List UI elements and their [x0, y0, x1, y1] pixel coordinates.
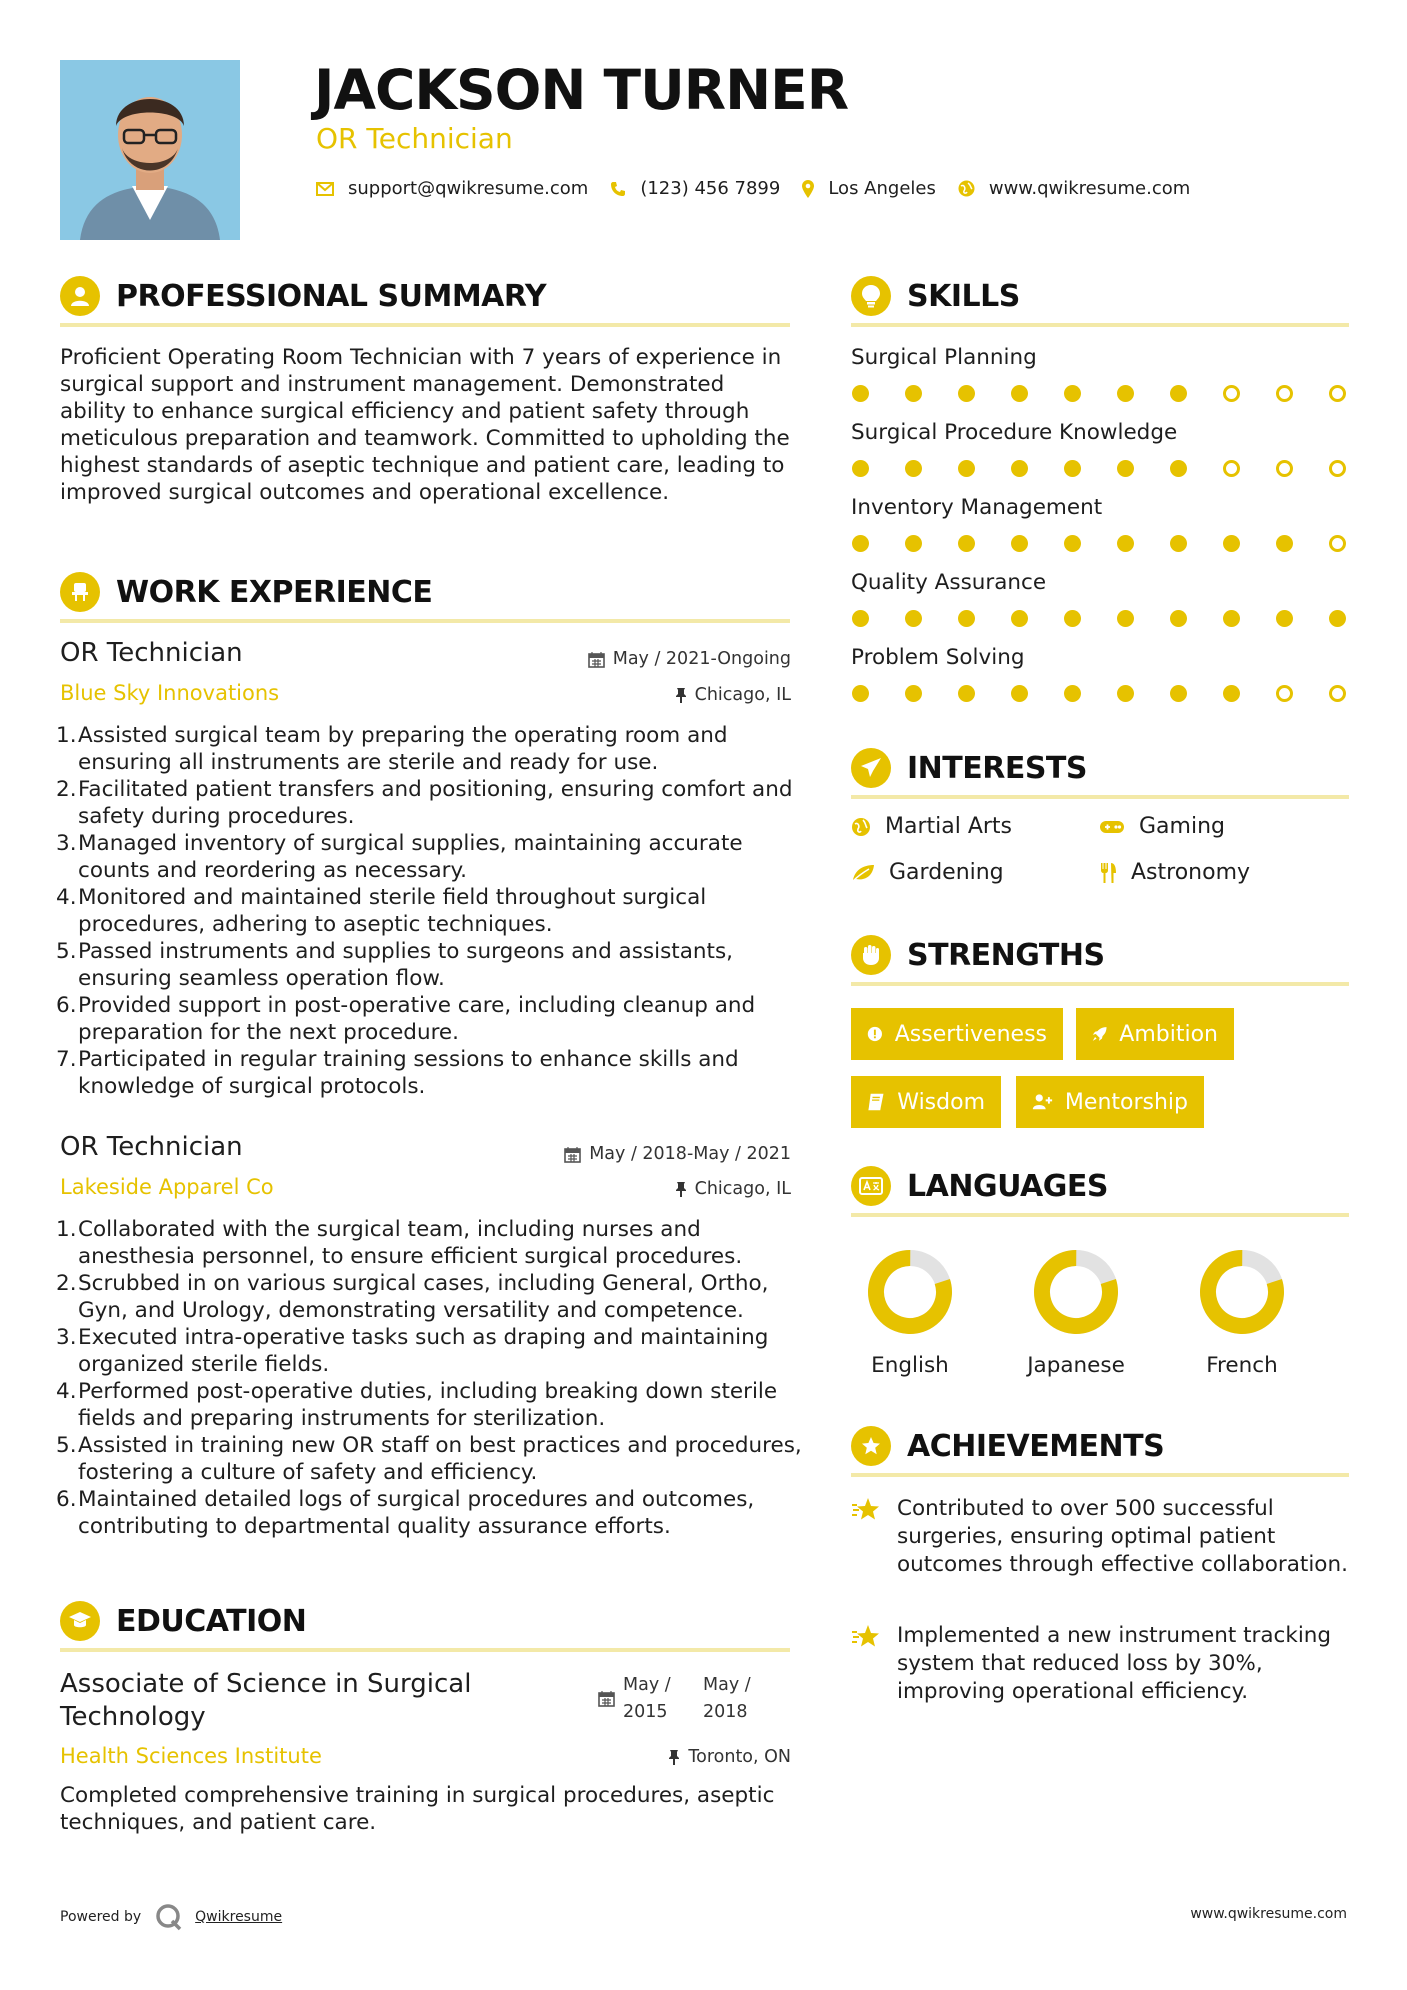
- rating-dot-filled: [1064, 685, 1081, 702]
- rating-dot-empty: [1329, 460, 1346, 477]
- rating-dot-filled: [905, 610, 922, 627]
- language-icon: [851, 1166, 891, 1206]
- section-divider: [851, 982, 1349, 986]
- skill-rating: [852, 535, 1382, 552]
- job-location: [675, 1179, 791, 1199]
- education-title: EDUCATION: [116, 1603, 307, 1639]
- rating-dot-empty: [1329, 535, 1346, 552]
- rating-dot-filled: [958, 685, 975, 702]
- interest-label: Astronomy: [1131, 860, 1251, 885]
- star-badge-icon: [851, 1426, 891, 1466]
- start-year: 2015: [623, 1702, 668, 1722]
- job-dates-text: May / 2018-May / 2021: [589, 1144, 791, 1164]
- leaf-icon: [851, 864, 875, 882]
- rating-dot-filled: [1170, 685, 1187, 702]
- language-name: French: [1206, 1353, 1278, 1378]
- skill-rating: [852, 460, 1382, 477]
- rating-dot-empty: [1329, 385, 1346, 402]
- calendar-icon: [588, 651, 605, 668]
- section-divider: [60, 619, 790, 623]
- strength-tag: [1076, 1008, 1234, 1060]
- location-text: Los Angeles: [828, 178, 936, 199]
- interests-title: INTERESTS: [907, 750, 1087, 786]
- section-divider: [851, 1213, 1349, 1217]
- achievements-section-header: [851, 1426, 1164, 1466]
- rating-dot-filled: [852, 385, 869, 402]
- rating-dot-filled: [958, 610, 975, 627]
- education-section-header: [60, 1601, 306, 1641]
- paper-plane-icon: [851, 748, 891, 788]
- star-icon: [851, 1497, 881, 1523]
- gamepad-icon: [1099, 819, 1125, 835]
- rating-dot-empty: [1276, 685, 1293, 702]
- rating-dot-filled: [1276, 610, 1293, 627]
- section-divider: [60, 323, 790, 327]
- rating-dot-filled: [1170, 385, 1187, 402]
- interest-label: Gaming: [1139, 814, 1225, 839]
- strengths-title: STRENGTHS: [907, 937, 1105, 973]
- job-bullets: [60, 722, 805, 1100]
- pushpin-icon: [675, 687, 687, 703]
- section-divider: [851, 1473, 1349, 1477]
- rating-dot-filled: [1117, 610, 1134, 627]
- contact-location: [802, 178, 936, 199]
- job-title: OR Technician: [60, 1132, 243, 1162]
- interest-label: Gardening: [889, 860, 1004, 885]
- map-pin-icon: [802, 180, 814, 198]
- rating-dot-filled: [1276, 535, 1293, 552]
- strength-tag: [851, 1008, 1063, 1060]
- rating-dot-filled: [1170, 610, 1187, 627]
- summary-title: PROFESSIONAL SUMMARY: [116, 278, 547, 314]
- pushpin-icon: [668, 1749, 680, 1765]
- qwikresume-link[interactable]: Qwikresume: [195, 1909, 283, 1925]
- job-bullets: [60, 1216, 805, 1540]
- skill-rating: [852, 610, 1382, 627]
- skills-section-header: [851, 276, 1020, 316]
- strength-label: Ambition: [1119, 1021, 1218, 1047]
- rating-dot-filled: [1223, 685, 1240, 702]
- envelope-icon: [316, 182, 334, 196]
- book-icon: [867, 1092, 885, 1112]
- globe-icon: [851, 817, 871, 837]
- rating-dot-filled: [958, 385, 975, 402]
- rating-dot-empty: [1329, 685, 1346, 702]
- summary-text: Proficient Operating Room Technician with 7 years of experience in surgical support and instrument management. Demonstrated ability to enhance surgical efficiency and patient safety through meticulous preparation and teamwork. Committed to upholding the highest standards of aseptic technique and patient care, leading to improved surgical outcomes and operational excellence.: [60, 345, 790, 505]
- job-location-text: Chicago, IL: [694, 685, 791, 705]
- contact-website[interactable]: [958, 178, 1190, 199]
- rating-dot-filled: [1011, 685, 1028, 702]
- education-end-date: [703, 1672, 751, 1726]
- list-item: Managed inventory of surgical supplies, maintaining accurate counts and reordering as necessary.: [78, 831, 743, 883]
- chair-icon: [60, 572, 100, 612]
- interest-item: [1099, 860, 1250, 885]
- achievements-title: ACHIEVEMENTS: [907, 1428, 1165, 1464]
- languages-section-header: [851, 1166, 1108, 1206]
- donut-fill: [867, 1249, 953, 1335]
- lightbulb-icon: [851, 276, 891, 316]
- languages-title: LANGUAGES: [907, 1168, 1108, 1204]
- rating-dot-filled: [958, 460, 975, 477]
- calendar-icon: [564, 1146, 581, 1163]
- education-description: Completed comprehensive training in surgical procedures, aseptic techniques, and patient care.: [60, 1783, 775, 1835]
- rating-dot-filled: [1223, 610, 1240, 627]
- list-item: Passed instruments and supplies to surgeons and assistants, ensuring seamless operation flow.: [78, 939, 733, 991]
- donut-fill: [1199, 1249, 1285, 1335]
- rating-dot-filled: [1011, 385, 1028, 402]
- interest-label: Martial Arts: [885, 814, 1013, 839]
- strength-label: Assertiveness: [894, 1021, 1047, 1047]
- footer-website[interactable]: www.qwikresume.com: [1190, 1906, 1347, 1922]
- rating-dot-filled: [1064, 385, 1081, 402]
- list-item: Facilitated patient transfers and positioning, ensuring comfort and safety during procedures.: [78, 777, 793, 829]
- strengths-section-header: [851, 935, 1105, 975]
- rating-dot-filled: [905, 685, 922, 702]
- list-item: Participated in regular training sessions to enhance skills and knowledge of surgical protocols.: [78, 1047, 739, 1099]
- achievement-text: Contributed to over 500 successful surgeries, ensuring optimal patient outcomes through effective collaboration.: [897, 1496, 1348, 1577]
- rating-dot-filled: [852, 610, 869, 627]
- language-level-donut: [866, 1248, 954, 1336]
- rating-dot-filled: [905, 460, 922, 477]
- rating-dot-empty: [1276, 385, 1293, 402]
- education-location-text: Toronto, ON: [688, 1747, 791, 1767]
- job-company: Blue Sky Innovations: [60, 681, 280, 705]
- rating-dot-filled: [958, 535, 975, 552]
- degree-title: [60, 1668, 471, 1734]
- rating-dot-filled: [1011, 460, 1028, 477]
- user-plus-icon: [1032, 1092, 1053, 1112]
- interests-section-header: [851, 748, 1087, 788]
- skill-rating: [852, 385, 1382, 402]
- powered-by-label: Powered by: [60, 1909, 142, 1925]
- graduation-cap-icon: [60, 1601, 100, 1641]
- rating-dot-filled: [852, 685, 869, 702]
- star-icon: [851, 1624, 881, 1650]
- list-item: Monitored and maintained sterile field throughout surgical procedures, adhering to aseptic techniques.: [78, 885, 707, 937]
- rating-dot-filled: [905, 535, 922, 552]
- strength-label: Wisdom: [897, 1089, 985, 1115]
- fork-knife-icon: [1099, 862, 1117, 884]
- rating-dot-empty: [1223, 460, 1240, 477]
- education-location: [668, 1747, 791, 1767]
- skill-name: Surgical Planning: [851, 345, 1037, 370]
- job-title: OR Technician: [60, 638, 243, 668]
- rating-dot-filled: [852, 460, 869, 477]
- language-name: Japanese: [1027, 1353, 1125, 1378]
- rating-dot-filled: [1170, 460, 1187, 477]
- skill-name: Quality Assurance: [851, 570, 1047, 595]
- list-item: Collaborated with the surgical team, including nurses and anesthesia personnel, to ensure efficient surgical procedures.: [78, 1217, 743, 1269]
- skills-title: SKILLS: [907, 278, 1020, 314]
- list-item: Assisted surgical team by preparing the operating room and ensuring all instruments are sterile and ready for use.: [78, 723, 728, 775]
- candidate-role: OR Technician: [316, 122, 513, 155]
- rating-dot-filled: [1064, 460, 1081, 477]
- rating-dot-empty: [1276, 460, 1293, 477]
- job-dates: [564, 1144, 791, 1164]
- pushpin-icon: [675, 1181, 687, 1197]
- job-dates-text: May / 2021-Ongoing: [612, 649, 791, 669]
- rating-dot-filled: [1064, 535, 1081, 552]
- list-item: Assisted in training new OR staff on best practices and procedures, fostering a culture of safety and efficiency.: [78, 1433, 802, 1485]
- contact-phone[interactable]: [610, 178, 780, 199]
- achievement-text: Implemented a new instrument tracking system that reduced loss by 30%, improving operational efficiency.: [897, 1623, 1332, 1704]
- achievement-item: [851, 1622, 1351, 1706]
- degree-line-1: Associate of Science in Surgical: [60, 1669, 472, 1699]
- list-item: Maintained detailed logs of surgical procedures and outcomes, contributing to departmental quality assurance efforts.: [78, 1487, 755, 1539]
- interest-item: [1099, 814, 1225, 839]
- profile-photo: [60, 60, 240, 240]
- globe-icon: [958, 180, 975, 197]
- rocket-icon: [1092, 1024, 1107, 1044]
- section-divider: [851, 323, 1349, 327]
- degree-line-2: Technology: [60, 1702, 206, 1732]
- skill-rating: [852, 685, 1382, 702]
- list-item: Executed intra-operative tasks such as draping and maintaining organized sterile fields.: [78, 1325, 769, 1377]
- school-name: Health Sciences Institute: [60, 1744, 322, 1768]
- rating-dot-filled: [1117, 385, 1134, 402]
- rating-dot-filled: [1011, 610, 1028, 627]
- exclamation-circle-icon: [867, 1024, 883, 1044]
- website-text: www.qwikresume.com: [988, 178, 1191, 199]
- section-divider: [60, 1648, 790, 1652]
- job-company: Lakeside Apparel Co: [60, 1175, 274, 1199]
- rating-dot-empty: [1223, 385, 1240, 402]
- phone-text: (123) 456 7899: [640, 178, 781, 199]
- skill-name: Inventory Management: [851, 495, 1103, 520]
- language-name: English: [871, 1353, 949, 1378]
- calendar-icon: [598, 1690, 615, 1711]
- fist-icon: [851, 935, 891, 975]
- strength-label: Mentorship: [1064, 1089, 1188, 1115]
- strength-tag: [851, 1076, 1001, 1128]
- rating-dot-filled: [1223, 535, 1240, 552]
- rating-dot-filled: [1117, 685, 1134, 702]
- rating-dot-filled: [852, 535, 869, 552]
- strength-tag: [1016, 1076, 1204, 1128]
- experience-section-header: [60, 572, 432, 612]
- interest-item: [851, 860, 1004, 885]
- job-dates: [588, 649, 791, 669]
- rating-dot-filled: [905, 385, 922, 402]
- rating-dot-filled: [1064, 610, 1081, 627]
- end-month: May /: [703, 1675, 751, 1695]
- contact-email[interactable]: [316, 178, 588, 199]
- rating-dot-filled: [1011, 535, 1028, 552]
- end-year: 2018: [703, 1702, 748, 1722]
- rating-dot-filled: [1170, 535, 1187, 552]
- achievement-item: [851, 1495, 1351, 1579]
- summary-section-header: [60, 276, 546, 316]
- footer-powered-by: [60, 1903, 282, 1931]
- donut-fill: [1033, 1249, 1119, 1335]
- job-location-text: Chicago, IL: [694, 1179, 791, 1199]
- rating-dot-filled: [1117, 535, 1134, 552]
- phone-icon: [610, 181, 626, 197]
- candidate-name: JACKSON TURNER: [314, 58, 849, 122]
- language-level-donut: [1198, 1248, 1286, 1336]
- user-icon: [60, 276, 100, 316]
- list-item: Performed post-operative duties, including breaking down sterile fields and preparing instruments for sterilization.: [78, 1379, 778, 1431]
- list-item: Provided support in post-operative care, including cleanup and preparation for the next procedure.: [78, 993, 756, 1045]
- rating-dot-filled: [1329, 610, 1346, 627]
- education-start-date: [623, 1672, 671, 1726]
- section-divider: [851, 795, 1349, 799]
- list-item: Scrubbed in on various surgical cases, including General, Ortho, Gyn, and Urology, demonstrating versatility and competence.: [78, 1271, 769, 1323]
- rating-dot-filled: [1117, 460, 1134, 477]
- contact-bar: [316, 178, 1212, 199]
- start-month: May /: [623, 1675, 671, 1695]
- skill-name: Problem Solving: [851, 645, 1025, 670]
- job-location: [675, 685, 791, 705]
- qwikresume-logo-icon: [155, 1903, 183, 1931]
- skill-name: Surgical Procedure Knowledge: [851, 420, 1178, 445]
- email-text: support@qwikresume.com: [348, 178, 589, 199]
- language-level-donut: [1032, 1248, 1120, 1336]
- interest-item: [851, 814, 1012, 839]
- experience-title: WORK EXPERIENCE: [116, 574, 433, 610]
